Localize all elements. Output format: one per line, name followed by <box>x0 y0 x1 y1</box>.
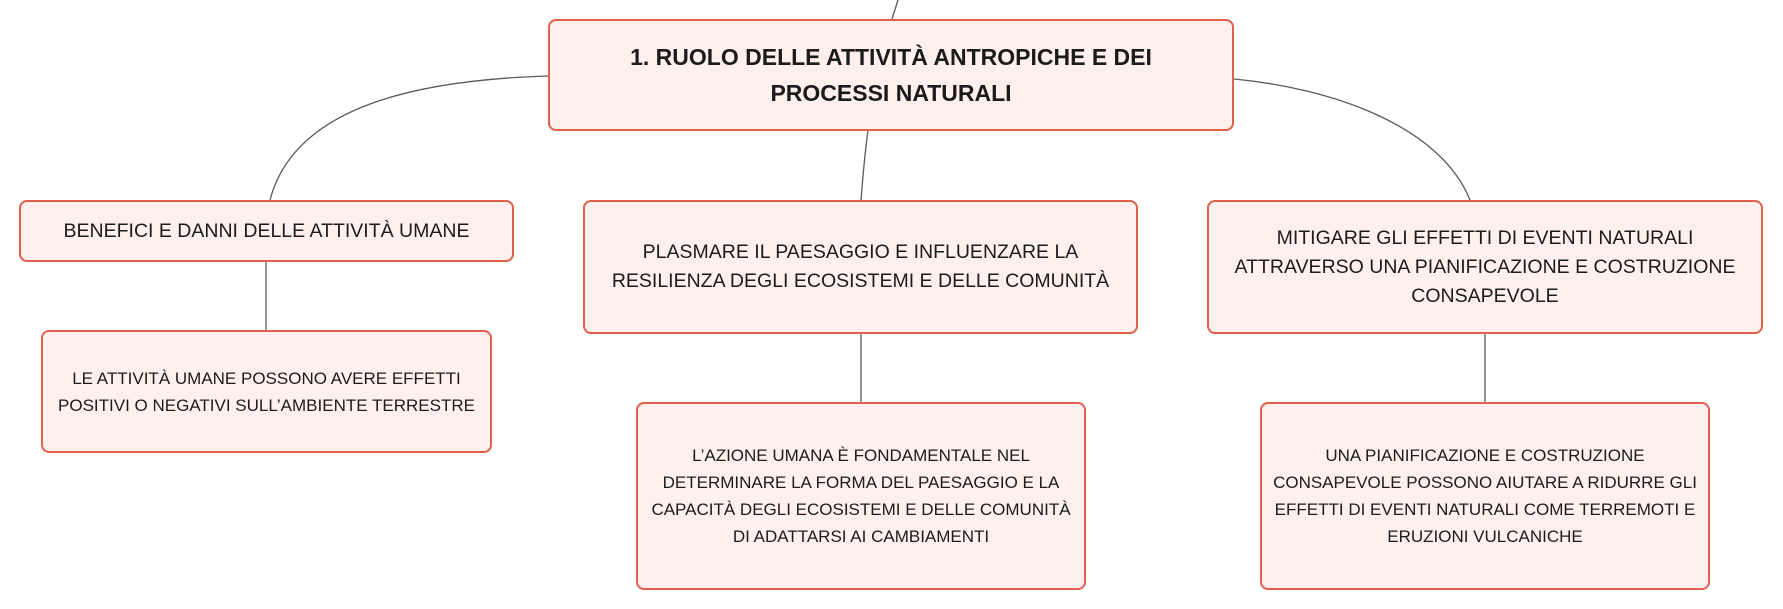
connector-root-to-plasmare <box>861 131 868 200</box>
topic-plasmare-paesaggio-label: PLASMARE IL PAESAGGIO E INFLUENZARE LA RESILIENZA DEGLI ECOSISTEMI E DELLE COMUNITÀ <box>611 241 1110 292</box>
topic-mitigare-eventi-label: MITIGARE GLI EFFETTI DI EVENTI NATURALI ATTRAVERSO UNA PIANIFICAZIONE E COSTRUZIONE CONSAPEVOLE <box>1234 226 1736 307</box>
connector-root-to-benefici <box>270 76 548 200</box>
topic-benefici-danni-label: BENEFICI E DANNI DELLE ATTIVITÀ UMANE <box>63 219 470 242</box>
root-topic-label: 1. RUOLO DELLE ATTIVITÀ ANTROPICHE E DEI PROCESSI NATURALI <box>630 44 1152 106</box>
subtopic-azione-umana[interactable] <box>636 402 1086 590</box>
topic-plasmare-paesaggio[interactable] <box>583 200 1138 334</box>
root-topic-node[interactable] <box>548 19 1234 131</box>
subtopic-azione-umana-label: L’AZIONE UMANA È FONDAMENTALE NEL DETERMINARE LA FORMA DEL PAESAGGIO E LA CAPACITÀ DEGLI ECOSISTEMI E DELLE COMUNITÀ DI ADATTARSI AI CAMBIAMENTI <box>651 446 1071 546</box>
subtopic-effetti-attivita-umane[interactable] <box>41 330 492 453</box>
subtopic-pianificazione-costruzione[interactable] <box>1260 402 1710 590</box>
topic-mitigare-eventi[interactable] <box>1207 200 1763 334</box>
subtopic-pianificazione-costruzione-label: UNA PIANIFICAZIONE E COSTRUZIONE CONSAPEVOLE POSSONO AIUTARE A RIDURRE GLI EFFETTI DI EVENTI NATURALI COME TERREMOTI E ERUZIONI VULCANICHE <box>1273 446 1697 546</box>
subtopic-effetti-attivita-umane-label: LE ATTIVITÀ UMANE POSSONO AVERE EFFETTI POSITIVI O NEGATIVI SULL’AMBIENTE TERRESTRE <box>58 368 475 415</box>
topic-benefici-danni[interactable] <box>19 200 514 262</box>
connector-parent-up <box>892 0 898 19</box>
connector-root-to-mitigare <box>1234 79 1470 200</box>
